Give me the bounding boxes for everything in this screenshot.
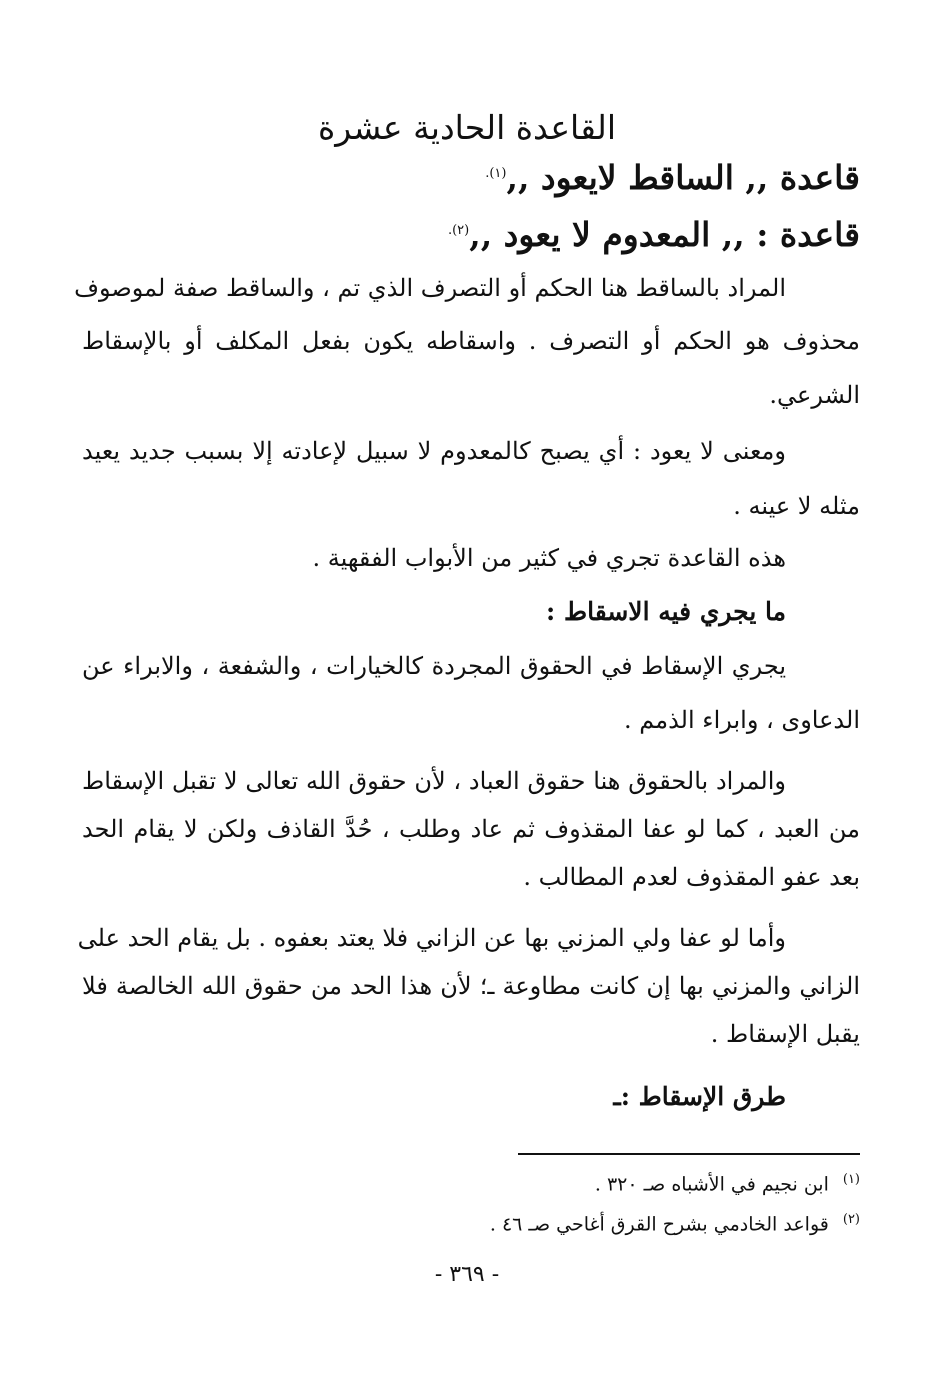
- paragraph-6-line-2: الزاني والمزني بها إن كانت مطاوعة ـ؛ لأن هذا الحد من حقوق الله الخالصة فلا: [82, 972, 860, 1000]
- footnote-separator: [518, 1153, 860, 1155]
- paragraph-2-line-1: ومعنى لا يعود : أي يصبح كالمعدوم لا سبيل لإعادته إلا بسبب جديد يعيد: [82, 437, 786, 465]
- footnote-1-mark: (١): [842, 1172, 860, 1187]
- rule-statement-1: [475, 158, 860, 197]
- rule-1-text: قاعدة ,, الساقط لايعود ,,: [506, 158, 860, 197]
- paragraph-1-line-1: المراد بالساقط هنا الحكم أو التصرف الذي تم ، والساقط صفة لموصوف: [74, 274, 786, 302]
- paragraph-6-line-1: وأما لو عفا ولي المزني بها عن الزاني فلا يعتد بعفوه . بل يقام الحد على: [77, 924, 786, 952]
- paragraph-6-line-3: يقبل الإسقاط .: [710, 1020, 860, 1048]
- paragraph-1-line-2: محذوف هو الحكم أو التصرف . واسقاطه يكون بفعل المكلف أو بالإسقاط: [82, 327, 860, 355]
- paragraph-3-line-1: هذه القاعدة تجري في كثير من الأبواب الفقهية .: [312, 544, 786, 572]
- page-number: - ٣٦٩ -: [434, 1262, 500, 1287]
- footnote-1: [595, 1172, 860, 1195]
- chapter-title: القاعدة الحادية عشرة: [317, 108, 617, 147]
- rule-1-footnote-ref: (١).: [485, 166, 507, 181]
- rule-2-footnote-ref: (٢).: [447, 223, 470, 238]
- section-heading-what-is-waived: ما يجري فيه الاسقاط :: [546, 597, 786, 626]
- footnote-2: [490, 1212, 860, 1235]
- paragraph-2-line-2: مثله لا عينه .: [733, 492, 860, 520]
- footnote-1-text: ابن نجيم في الأشباه صـ ٣٢٠ .: [594, 1173, 829, 1196]
- rule-statement-2: [438, 215, 860, 254]
- section-heading-methods-of-waiver: طرق الإسقاط :ـ: [613, 1082, 786, 1111]
- footnote-2-text: قواعد الخادمي بشرح القرق أغاحي صـ ٤٦ .: [489, 1213, 829, 1236]
- paragraph-5-line-1: والمراد بالحقوق هنا حقوق العباد ، لأن حقوق الله تعالى لا تقبل الإسقاط: [82, 767, 786, 795]
- footnote-2-mark: (٢): [842, 1212, 860, 1227]
- paragraph-5-line-2: من العبد ، كما لو عفا المقذوف ثم عاد وطلب ، حُدَّ القاذف ولكن لا يقام الحد: [82, 815, 860, 843]
- rule-2-text: قاعدة : ,, المعدوم لا يعود ,,: [469, 215, 860, 254]
- paragraph-4-line-1: يجري الإسقاط في الحقوق المجردة كالخيارات ، والشفعة ، والابراء عن: [82, 652, 786, 680]
- paragraph-4-line-2: الدعاوى ، وابراء الذمم .: [623, 706, 860, 734]
- paragraph-1-line-3: الشرعي.: [769, 381, 860, 409]
- paragraph-5-line-3: بعد عفو المقذوف لعدم المطالب .: [523, 863, 860, 891]
